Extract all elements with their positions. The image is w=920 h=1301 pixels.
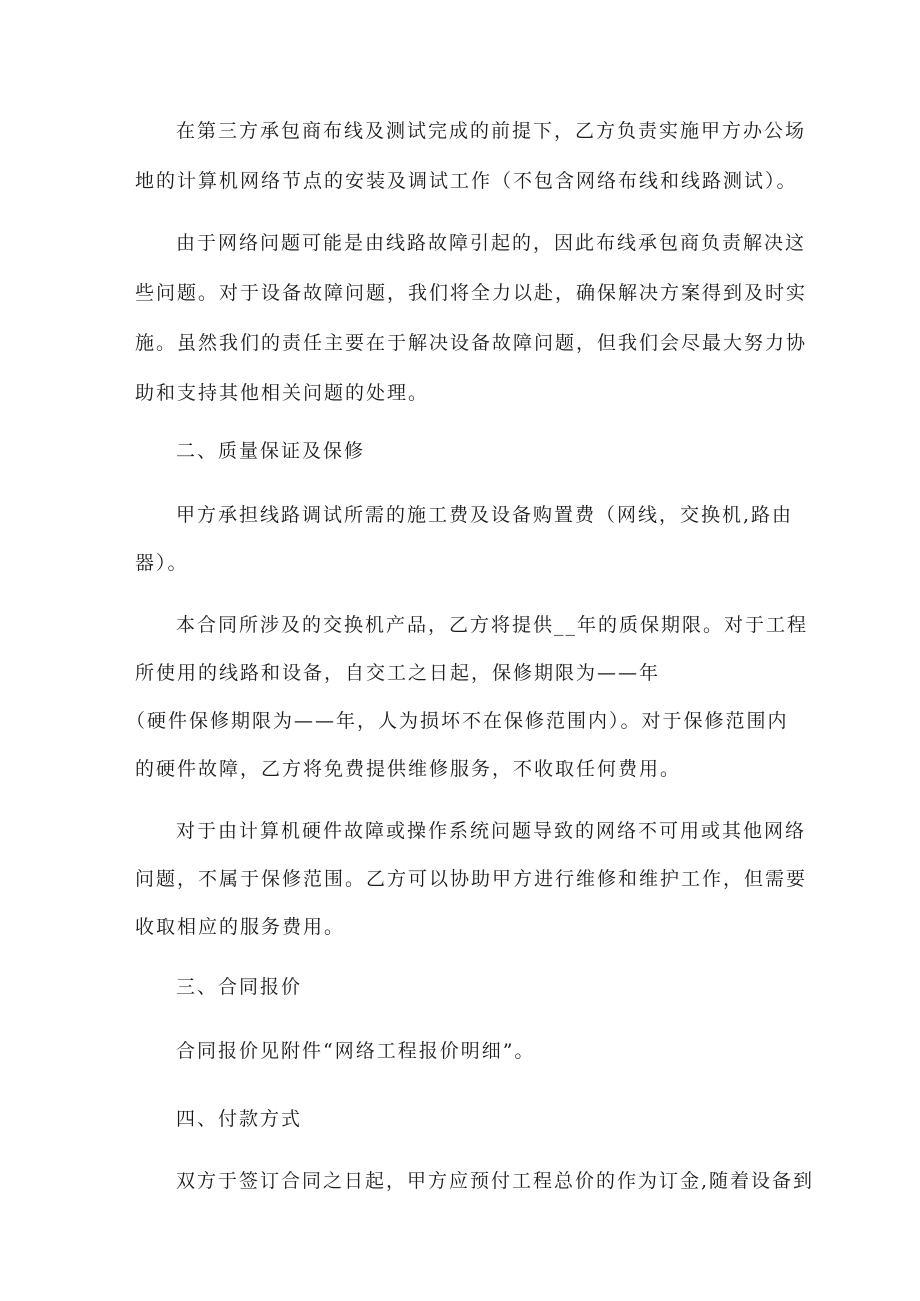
paragraph-3-line-1: 甲方承担线路调试所需的施工费及设备购置费（网线，交换机,路由 (176, 504, 794, 526)
paragraph-4-line-1: 本合同所涉及的交换机产品，乙方将提供__年的质保期限。对于工程 (176, 614, 809, 636)
paragraph-2-line-4: 助和支持其他相关问题的处理。 (135, 382, 430, 404)
section-heading-quote: 三、合同报价 (176, 976, 303, 998)
paragraph-4-line-3: （硬件保修期限为——年，人为损坏不在保修范围内）。对于保修范围内 (126, 710, 789, 732)
section-heading-payment: 四、付款方式 (176, 1108, 303, 1130)
paragraph-5-line-1: 对于由计算机硬件故障或操作系统问题导致的网络不可用或其他网络 (176, 820, 807, 842)
paragraph-1-line-2: 地的计算机网络节点的安装及调试工作（不包含网络布线和线路测试）。 (135, 170, 798, 192)
paragraph-2-line-3: 施。虽然我们的责任主要在于解决设备故障问题，但我们会尽最大努力协 (135, 332, 808, 354)
paragraph-5-line-3: 收取相应的服务费用。 (135, 916, 346, 938)
paragraph-4-line-2: 所使用的线路和设备，自交工之日起，保修期限为——年 (135, 662, 661, 684)
paragraph-3-line-2: 器）。 (135, 552, 189, 574)
paragraph-5-line-2: 问题，不属于保修范围。乙方可以协助甲方进行维修和维护工作，但需要 (135, 868, 808, 890)
paragraph-2-line-2: 些问题。对于设备故障问题，我们将全力以赴，确保解决方案得到及时实 (135, 282, 808, 304)
paragraph-2-line-1: 由于网络问题可能是由线路故障引起的，因此布线承包商负责解决这 (176, 232, 807, 254)
paragraph-1-line-1: 在第三方承包商布线及测试完成的前提下，乙方负责实施甲方办公场 (176, 120, 807, 142)
paragraph-6-line-1: 合同报价见附件“网络工程报价明细”。 (176, 1040, 536, 1062)
paragraph-7-line-1: 双方于签订合同之日起，甲方应预付工程总价的作为订金,随着设备到 (176, 1170, 815, 1192)
section-heading-quality: 二、质量保证及保修 (176, 440, 366, 462)
paragraph-4-line-4: 的硬件故障，乙方将免费提供维修服务，不收取任何费用。 (135, 758, 682, 780)
